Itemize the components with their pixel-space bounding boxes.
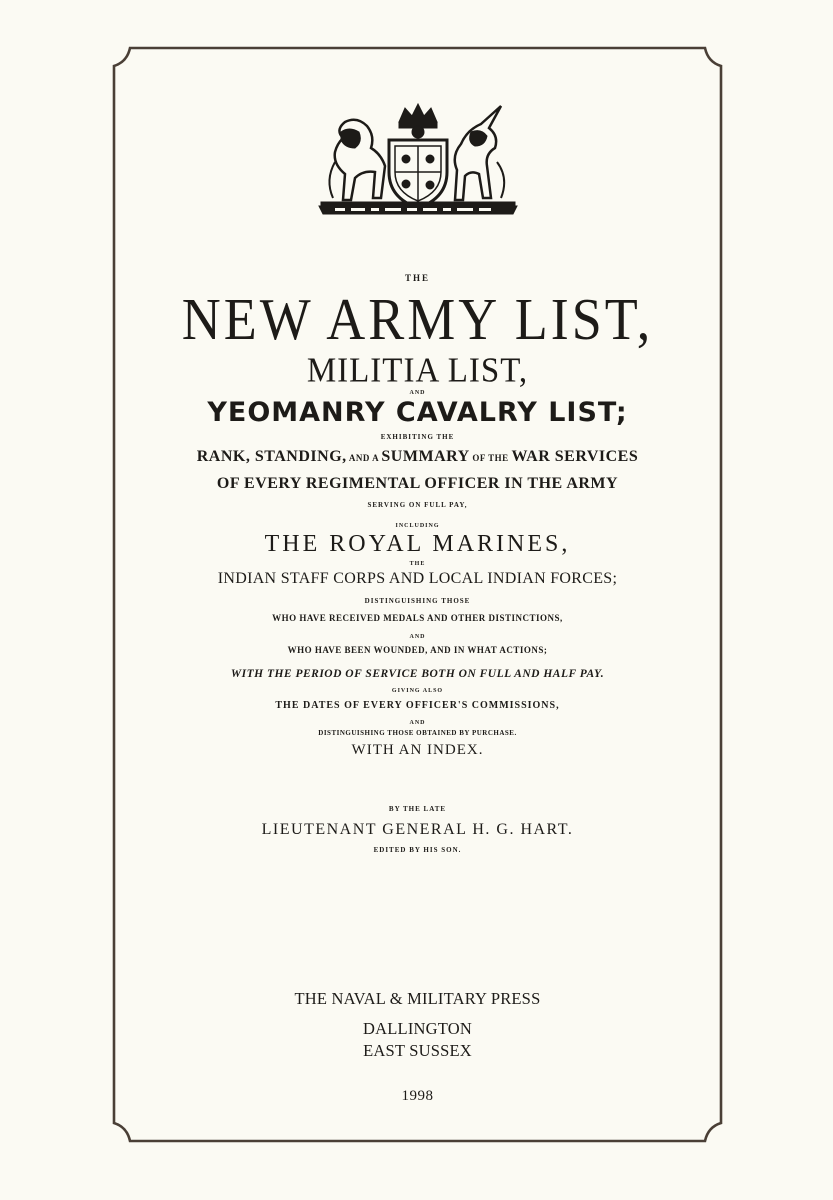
edited-by-line: EDITED BY HIS SON. xyxy=(373,846,462,854)
giving-also-line: GIVING ALSO xyxy=(391,688,444,694)
royal-marines-line: THE ROYAL MARINES, xyxy=(264,531,571,557)
commissions-line: THE DATES OF EVERY OFFICER'S COMMISSIONS, xyxy=(275,700,560,711)
medals-line: WHO HAVE RECEIVED MEDALS AND OTHER DISTINCTIONS, xyxy=(272,613,563,623)
purchase-line: DISTINGUISHING THOSE OBTAINED BY PURCHASE. xyxy=(318,729,517,737)
rank-part-1: RANK, STANDING, xyxy=(196,448,347,465)
connector-and-1: AND xyxy=(409,390,426,396)
wounded-line: WHO HAVE BEEN WOUNDED, AND IN WHAT ACTIONS; xyxy=(287,645,548,655)
period-line: WITH THE PERIOD OF SERVICE BOTH ON FULL AND HALF PAY. xyxy=(230,668,605,680)
every-officer-line: OF EVERY REGIMENTAL OFFICER IN THE ARMY xyxy=(216,475,619,492)
title-page-frame xyxy=(112,46,723,1143)
royal-coat-of-arms-icon xyxy=(315,102,521,218)
title-page-content xyxy=(112,46,723,1143)
by-the-late-line: BY THE LATE xyxy=(388,805,447,813)
publisher-place-2: EAST SUSSEX xyxy=(363,1041,472,1060)
publisher-place-1: DALLINGTON xyxy=(363,1019,472,1038)
rank-part-4: OF THE xyxy=(469,453,512,463)
connector-the-2: THE xyxy=(409,561,426,567)
distinguishing-line: DISTINGUISHING THOSE xyxy=(364,597,471,605)
rank-part-5: WAR SERVICES xyxy=(511,448,639,465)
subtitle-yeomanry: YEOMANRY CAVALRY LIST; xyxy=(207,397,628,428)
indian-forces-line: INDIAN STAFF CORPS AND LOCAL INDIAN FORCES; xyxy=(217,570,618,587)
index-line: WITH AN INDEX. xyxy=(351,742,484,758)
title-the: THE xyxy=(404,273,430,283)
including-line: INCLUDING xyxy=(395,523,440,529)
author-line: LIEUTENANT GENERAL H. G. HART. xyxy=(261,821,574,838)
rank-part-2: AND A xyxy=(346,453,382,463)
rank-line xyxy=(112,449,723,465)
publication-year: 1998 xyxy=(401,1088,434,1104)
rank-part-3: SUMMARY xyxy=(381,448,470,465)
exhibiting-line: EXHIBITING THE xyxy=(380,433,455,441)
serving-line: SERVING ON FULL PAY, xyxy=(367,501,468,509)
connector-and-2: AND xyxy=(409,634,426,640)
publisher-name: THE NAVAL & MILITARY PRESS xyxy=(294,989,541,1008)
connector-and-3: AND xyxy=(409,720,426,726)
subtitle-militia: MILITIA LIST, xyxy=(306,352,529,390)
main-title: NEW ARMY LIST, xyxy=(181,286,654,352)
